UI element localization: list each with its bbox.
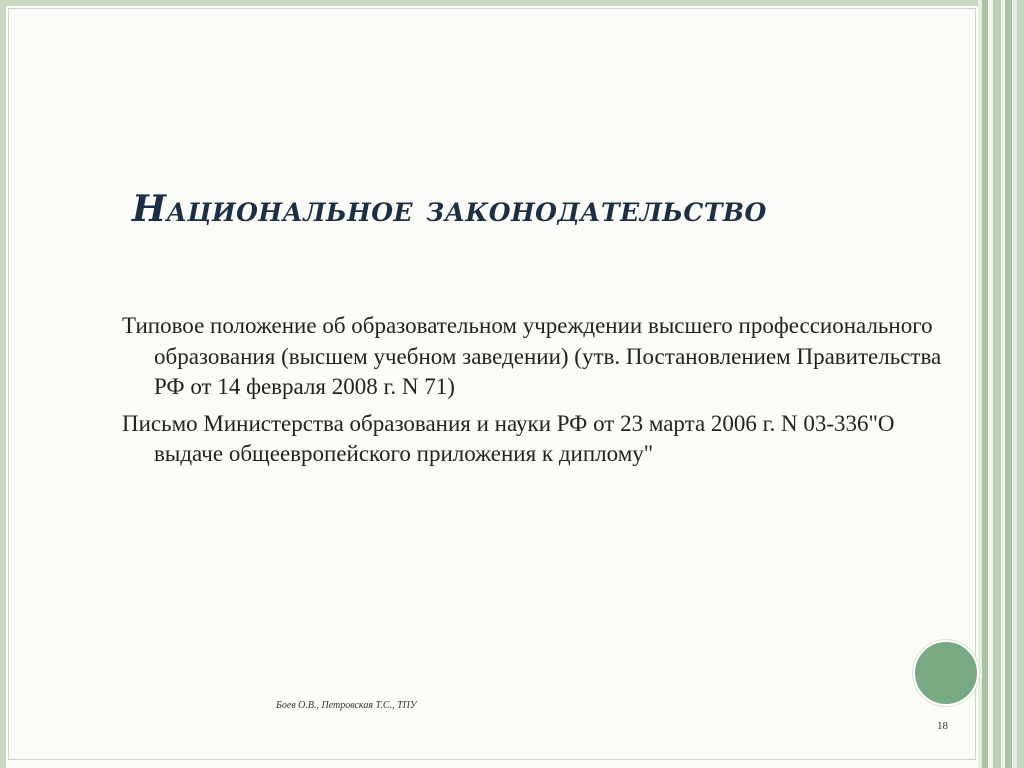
bullet-paragraph: Типовое положение об образовательном учреждении высшего профессионального образования (высшем учебном заведении) (утв. Постановлением Правительства РФ от 14 февраля 2008 г. N 71) (122, 313, 942, 399)
slide-title: Национальное законодательство (132, 188, 767, 230)
footer-authors: Боев О.В., Петровская Т.С., ТПУ (276, 700, 417, 711)
stripe (1017, 0, 1024, 768)
right-decorative-stripes (978, 0, 1024, 768)
slide-body (122, 311, 942, 476)
stripe (993, 0, 1001, 768)
stripe (1005, 0, 1012, 768)
page-number: 18 (937, 720, 948, 732)
bullet-paragraph: Письмо Министерства образования и науки РФ от 23 марта 2006 г. N 03-336"О выдаче общеевропейского приложения к диплому" (122, 410, 895, 466)
decorative-circle-icon (913, 640, 979, 706)
